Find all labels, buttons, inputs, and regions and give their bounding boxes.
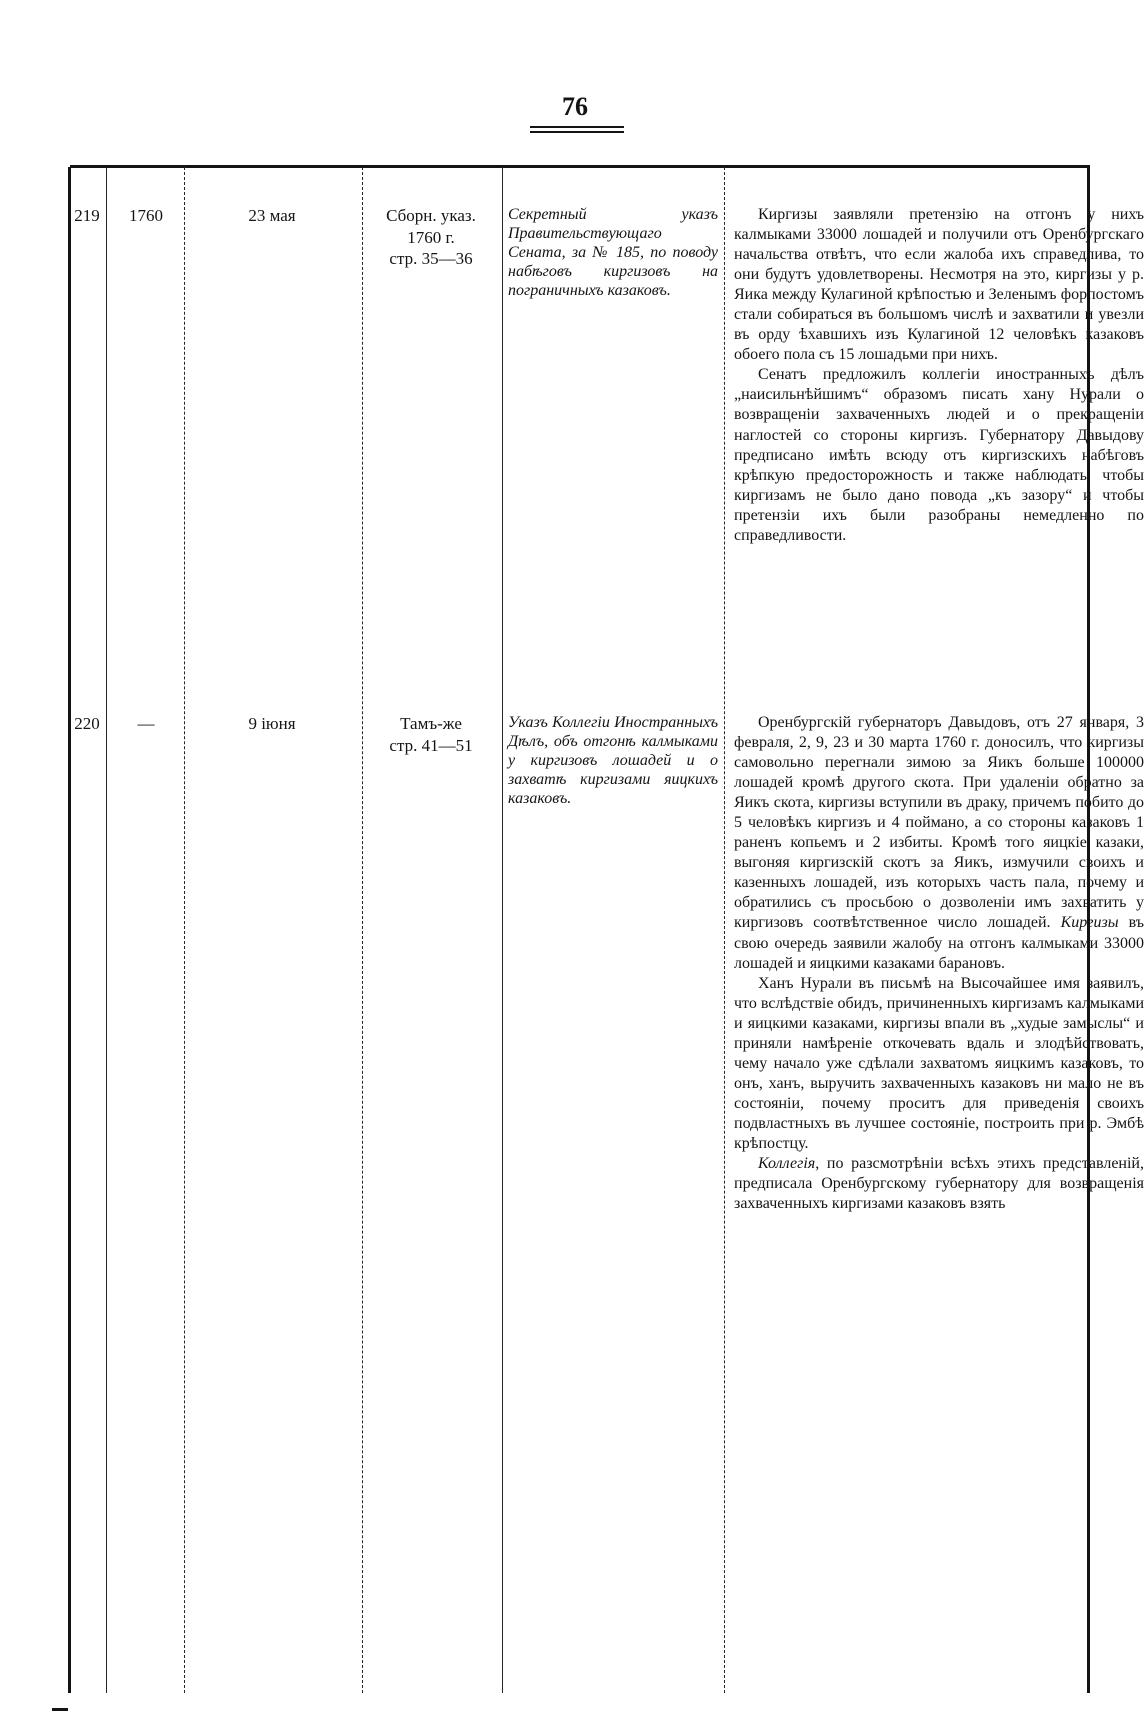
page-number-rule xyxy=(530,126,624,128)
scan-mark xyxy=(52,1708,68,1711)
column-rule xyxy=(68,167,71,1693)
source-line: Сборн. указ. xyxy=(386,206,476,225)
entry-year: — xyxy=(137,714,155,733)
paragraph-text: , по разсмотрѣніи всѣхъ этихъ представленій, предписала Оренбургскому губернатору для возвращенія захваченныхъ киргизами казаковъ взять xyxy=(734,1155,1144,1213)
entry-summary xyxy=(734,713,1144,1214)
entry-summary xyxy=(734,205,1144,546)
source-line: 1760 г. xyxy=(407,227,455,247)
entry-source xyxy=(366,713,496,756)
column-rule xyxy=(362,167,363,1693)
entry-number: 219 xyxy=(74,206,100,225)
column-rule xyxy=(502,167,503,1693)
emphasis: Коллегія xyxy=(758,1155,816,1173)
entry-number: 220 xyxy=(74,714,100,733)
entry-title: Секретный указъ Правительствующаго Сената, за № 185, по поводу набѣговъ киргизовъ на пограничныхъ казаковъ. xyxy=(508,206,718,299)
entry-source xyxy=(366,205,496,270)
page-number-rule xyxy=(530,131,624,133)
summary-paragraph xyxy=(734,713,1144,974)
entry-date: 23 мая xyxy=(248,206,296,225)
register-table xyxy=(70,165,1144,1693)
emphasis: Киргизы xyxy=(1060,914,1119,932)
entry-year: 1760 xyxy=(129,206,163,225)
source-line: стр. 41—51 xyxy=(389,735,473,755)
page-number: 76 xyxy=(562,92,588,121)
table-top-rule xyxy=(70,165,1090,168)
entry-date: 9 іюня xyxy=(248,714,296,733)
summary-paragraph: Киргизы заявляли претензію на отгонъ у нихъ калмыками 33000 лошадей и получили отъ Оренбургскаго начальства отвѣтъ, что если жалоба ихъ справедлива, то они будутъ удовлетворены. Несмотря на это, киргизы у р. Яика между Кулагиной крѣпостью и Зеленымъ форпостомъ стали собираться въ большомъ числѣ и захватили и увезли въ орду ѣхавшихъ изъ Кулагиной 12 человѣкъ казаковъ обоего пола съ 15 лошадьми при нихъ. xyxy=(734,206,1144,364)
column-rule xyxy=(106,167,107,1693)
source-line: стр. 35—36 xyxy=(389,249,473,268)
paragraph-text: въ свою очередь заявили жалобу на отгонъ калмыками 33000 лошадей и яицкими казаками барановъ. xyxy=(734,914,1144,972)
summary-paragraph: Сенатъ предложилъ коллегіи иностранныхъ дѣлъ „наисильнѣйшимъ“ образомъ писать хану Нурали о возвращеніи захваченныхъ людей и о прекращеніи наглостей со стороны киргизъ. Губернатору Давыдову предписано имѣть всюду отъ киргизскихъ набѣговъ крѣпкую предосторожность и также наблюдать, чтобы киргизамъ не было дано повода „къ зазору“ и чтобы претензіи ихъ были разобраны немедленно по справедливости. xyxy=(734,366,1144,544)
column-rule xyxy=(724,167,725,1693)
summary-paragraph xyxy=(734,1154,1144,1214)
source-line: Тамъ-же xyxy=(400,714,462,733)
column-rule xyxy=(184,167,185,1693)
paragraph-text: Оренбургскій губернаторъ Давыдовъ, отъ 27 января, 3 февраля, 2, 9, 23 и 30 марта 1760 г. доносилъ, что киргизы самовольно перегнали зимою за Яикъ больше 100000 лошадей кромѣ другого скота. При удаленіи обратно за Яикъ скота, киргизы вступили въ драку, причемъ побито до 5 человѣкъ киргизъ и 4 поймано, а со стороны казаковъ 1 раненъ копьемъ и 2 избиты. Кромѣ того яицкіе казаки, выгоняя киргизскій скотъ за Яикъ, измучили своихъ и казенныхъ лошадей, изъ которыхъ часть пала, почему и обратились съ просьбою о дозволеніи имъ захватить у киргизовъ соотвѣтственное число лошадей. xyxy=(734,714,1144,932)
summary-paragraph: Ханъ Нурали въ письмѣ на Высочайшее имя заявилъ, что вслѣдствіе обидъ, причиненныхъ киргизамъ калмыками и яицкими казаками, киргизы впали въ „худые замыслы“ и приняли намѣреніе откочевать вдаль и злодѣйствовать, чему начало уже сдѣлали захватомъ яицкимъ казаковъ, то онъ, ханъ, выручить захваченныхъ казаковъ ни мало не въ состояніи, почему проситъ для приведенія своихъ подвластныхъ въ лучшее состояніе, построить при р. Эмбѣ крѣпостцу. xyxy=(734,974,1144,1152)
entry-title: Указъ Коллегіи Иностранныхъ Дѣлъ, объ отгонѣ калмыками у киргизовъ лошадей и о захватѣ киргизами яицкихъ казаковъ. xyxy=(508,714,718,807)
